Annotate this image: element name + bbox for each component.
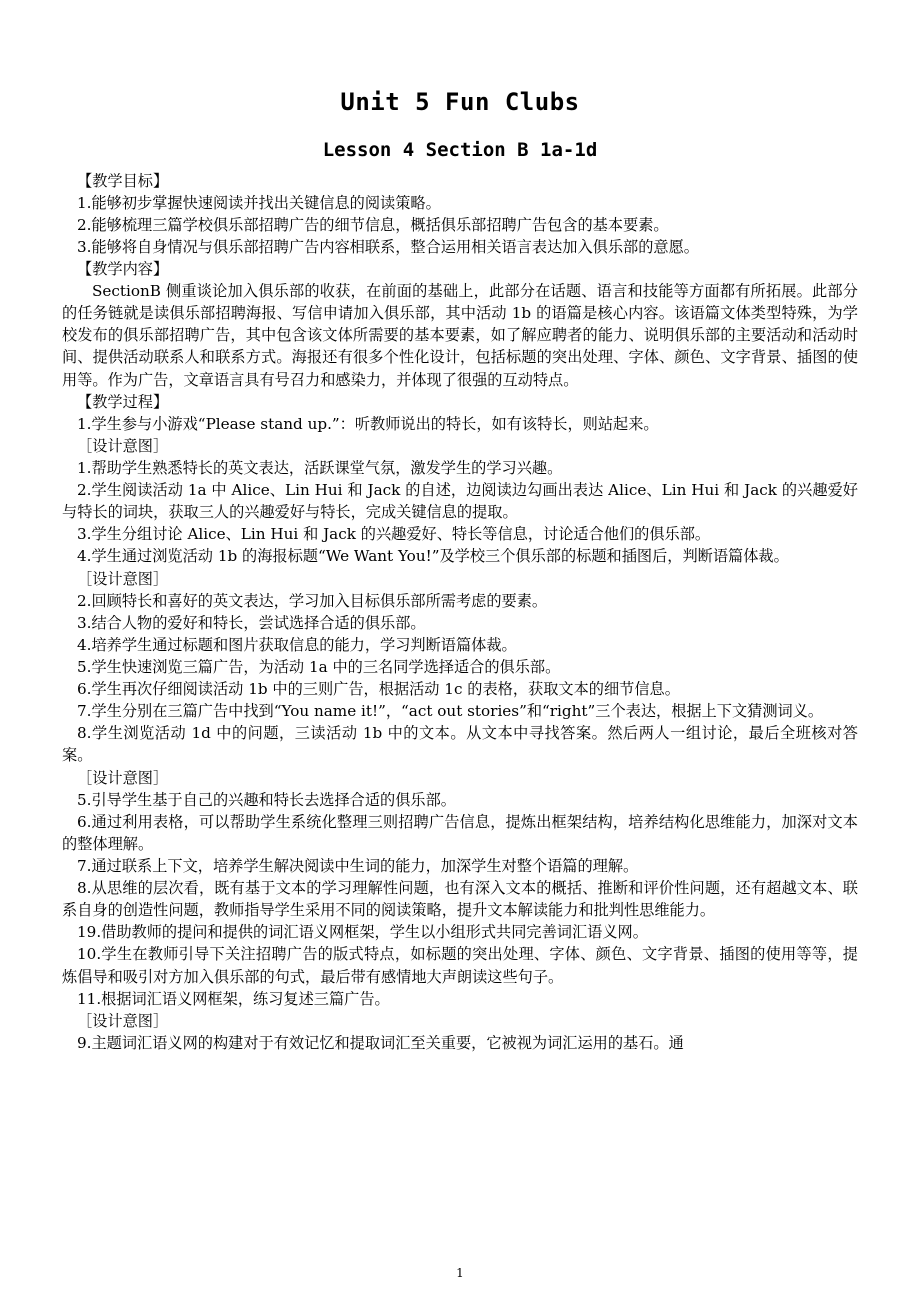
process-line-10: 6.学生再次仔细阅读活动 1b 中的三则广告，根据活动 1c 的表格，获取文本的细节信息。 [77, 680, 680, 699]
page-subtitle: Lesson 4 Section B 1a-1d [322, 138, 598, 161]
process-line-16: 8.从思维的层次看，既有基于文本的学习理解性问题，也有深入文本的概括、推断和评价性问题，还有超越文本、联系自身的创造性问题，教师指导学生采用不同的阅读策略，提升文本解读能力和批判性思维能力。 [62, 879, 858, 920]
process-line-20: 9.主题词汇语义网的构建对于有效记忆和提取词汇至关重要，它被视为词汇运用的基石。通 [77, 1033, 684, 1052]
process-line-2: 1.帮助学生熟悉特长的英文表达，活跃课堂气氛，激发学生的学习兴趣。 [77, 459, 563, 478]
process-line-1: 1.学生参与小游戏“Please stand up.”：听教师说出的特长，如有该特长，则站起来。 [77, 414, 659, 433]
process-line-8: 4.培养学生通过标题和图片获取信息的能力，学习判断语篇体裁。 [77, 635, 517, 654]
process-design-label-3: ［设计意图］ [77, 768, 169, 787]
page-number: 1 [456, 1266, 464, 1280]
process-design-label-1: ［设计意图］ [77, 436, 169, 455]
process-line-5: 4.学生通过浏览活动 1b 的海报标题“We Want You!”及学校三个俱乐部的标题和插图后，判断语篇体裁。 [77, 547, 789, 566]
process-line-6: 2.回顾特长和喜好的英文表达，学习加入目标俱乐部所需考虑的要素。 [77, 591, 548, 610]
process-line-3: 2.学生阅读活动 1a 中 Alice、Lin Hui 和 Jack 的自述，边阅读边勾画出表达 Alice、Lin Hui 和 Jack 的兴趣爱好与特长的词块，获取三人的兴趣爱好与特长，完成关键信息的提取。 [62, 481, 858, 522]
process-line-19: 11.根据词汇语义网框架，练习复述三篇广告。 [77, 989, 390, 1008]
process-line-14: 6.通过利用表格，可以帮助学生系统化整理三则招聘广告信息，提炼出框架结构，培养结构化思维能力，加深对文本的整体理解。 [62, 812, 858, 853]
process-line-7: 3.结合人物的爱好和特长，尝试选择合适的俱乐部。 [77, 613, 426, 632]
process-line-15: 7.通过联系上下文，培养学生解决阅读中生词的能力，加深学生对整个语篇的理解。 [77, 856, 639, 875]
objective-line-2: 2.能够梳理三篇学校俱乐部招聘广告的细节信息，概括俱乐部招聘广告包含的基本要素。 [77, 215, 669, 234]
process-design-label-2: ［设计意图］ [77, 569, 169, 588]
process-line-18: 10.学生在教师引导下关注招聘广告的版式特点，如标题的突出处理、字体、颜色、文字背景、插图的使用等等，提炼倡导和吸引对方加入俱乐部的句式，最后带有感情地大声朗读这些句子。 [62, 945, 858, 986]
content-paragraph-1: SectionB 侧重谈论加入俱乐部的收获，在前面的基础上，此部分在话题、语言和技能等方面都有所拓展。此部分的任务链就是读俱乐部招聘海报、写信申请加入俱乐部，其中活动 1b 的语篇是核心内容。该语篇文体类型特殊，为学校发布的俱乐部招聘广告，其中包含该文体所需要的基本要素，如了解应聘者的能力、说明俱乐部的主要活动和活动时间、提供活动联系人和联系方式。海报还有很多个性化设计，包括标题的突出处理、字体、颜色、文字背景、插图的使用等。作为广告，文章语言具有号召力和感染力，并体现了很强的互动特点。 [62, 282, 858, 389]
process-line-4: 3.学生分组讨论 Alice、Lin Hui 和 Jack 的兴趣爱好、特长等信息，讨论适合他们的俱乐部。 [77, 525, 711, 544]
process-line-9: 5.学生快速浏览三篇广告，为活动 1a 中的三名同学选择适合的俱乐部。 [77, 658, 561, 676]
process-line-11: 7.学生分别在三篇广告中找到“You name it!”，“act out stories”和“right”三个表达，根据上下文猜测词义。 [77, 702, 824, 721]
process-line-13: 5.引导学生基于自己的兴趣和特长去选择合适的俱乐部。 [77, 790, 456, 809]
process-line-17: 19.借助教师的提问和提供的词汇语义网框架，学生以小组形式共同完善词汇语义网。 [77, 923, 648, 942]
objective-line-1: 1.能够初步掌握快速阅读并找出关键信息的阅读策略。 [77, 193, 441, 212]
process-design-label-4: ［设计意图］ [77, 1011, 169, 1030]
objective-line-3: 3.能够将自身情况与俱乐部招聘广告内容相联系，整合运用相关语言表达加入俱乐部的意愿。 [77, 237, 699, 256]
page-title: Unit 5 Fun Clubs [340, 88, 580, 116]
section-heading-process: 【教学过程】 [77, 392, 169, 411]
section-heading-content: 【教学内容】 [77, 260, 169, 279]
process-line-12: 8.学生浏览活动 1d 中的问题，三读活动 1b 中的文本。从文本中寻找答案。然后两人一组讨论，最后全班核对答案。 [62, 724, 858, 765]
section-heading-objectives: 【教学目标】 [77, 171, 169, 190]
